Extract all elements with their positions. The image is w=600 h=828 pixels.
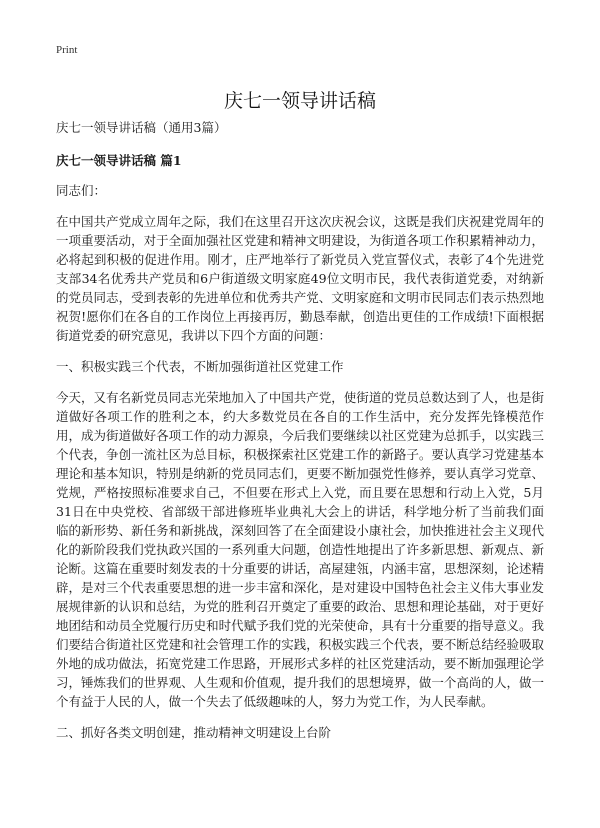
heading-two: 二、抓好各类文明创建，推动精神文明建设上台阶 [56, 725, 332, 740]
document-body [56, 118, 544, 754]
document-subtitle: 庆七一领导讲话稿（通用3篇） [56, 120, 227, 135]
print-label[interactable]: Print [56, 44, 78, 56]
document-title: 庆七一领导讲话稿 [223, 90, 376, 112]
greeting: 同志们： [56, 183, 107, 198]
paragraph-party-building: 今天，又有名新党员同志光荣地加入了中国共产党，使街道的党员总数达到了人，也是街道做好各项工作的胜利之本，约大多数党员在各自的工作生活中，充分发挥先锋模范作用，成为街道做好各项工作的动力源泉，今后我们要继续以社区党建为总抓手，以实践三个代表，争创一流社区为总目标，积极探索社区党建工作的新路子。要认真学习党建基本理论和基本知识，特别是纳新的党员同志们，更要不断加强党性修养，要认真学习党章、党规，严格按照标准要求自己，不但要在形式上入党，而且要在思想和行动上入党，5月31日在中央党校、省部级干部进修班毕业典礼大会上的讲话，科学地分析了当前我们面临的新形势、新任务和新挑战，深刻回答了在全面建设小康社会，加快推进社会主义现代化的新阶段我们党执政兴国的一系列重大问题，创造性地提出了许多新思想、新观点、新论断。这篇在重要时刻发表的十分重要的讲话，高屋建瓴，内涵丰富，思想深刻，论述精辟，是对三个代表重要思想的进一步丰富和深化，是对建设中国特色社会主义伟大事业发展规律新的认识和总结，为党的胜利召开奠定了重要的政治、思想和理论基础，对于更好地团结和动员全党履行历史和时代赋予我们党的光荣使命，具有十分重要的指导意义。我们要结合街道社区党建和社会管理工作的实践，积极实践三个代表，要不断总结经验吸取外地的成功做法，拓宽党建工作思路，开展形式多样的社区党建活动，要不断加强理论学习，锤炼我们的世界观、人生观和价值观，提升我们的思想境界，做一个高尚的人，做一个有益于人民的人，做一个失去了低级趣味的人，努力为党工作，为人民奉献。 [56, 390, 544, 709]
paragraph-intro: 在中国共产党成立周年之际，我们在这里召开这次庆祝会议，这既是我们庆祝建党周年的一项重要活动，对于全面加强社区党建和精神文明建设，为街道各项工作积累精神动力，必将起到积极的促进作用。刚才，庄严地举行了新党员入党宣誓仪式，表彰了4个先进党支部34名优秀共产党员和6户街道级文明家庭49位文明市民，我代表街道党委，对纳新的党员同志，受到表彰的先进单位和优秀共产党、文明家庭和文明市民同志们表示热烈地祝贺!愿你们在各自的工作岗位上再接再厉，勤恳奉献，创造出更佳的工作成绩!下面根据街道党委的研究意见，我讲以下四个方面的问题： [56, 214, 544, 343]
section-title: 庆七一领导讲话稿 篇1 [56, 153, 182, 168]
heading-one: 一、积极实践三个代表，不断加强街道社区党建工作 [56, 359, 344, 374]
